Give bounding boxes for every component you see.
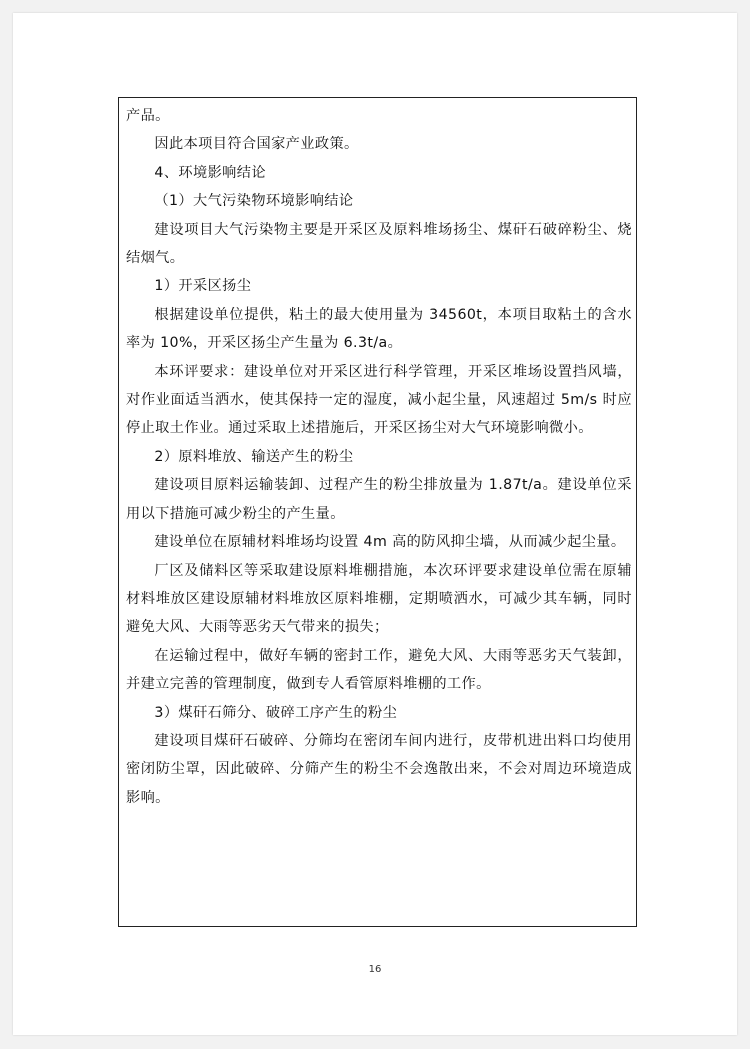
paragraph: 本环评要求：建设单位对开采区进行科学管理，开采区堆场设置挡风墙，对作业面适当洒水，使其保持一定的湿度，减小起尘量，风速超过 5m/s 时应停止取土作业。通过采取上述措施后，开采区扬尘对大气环境影响微小。 <box>126 363 632 437</box>
item-heading: 3）煤矸石筛分、破碎工序产生的粉尘 <box>154 704 398 721</box>
paragraph: 建设项目煤矸石破碎、分筛均在密闭车间内进行，皮带机进出料口均使用密闭防尘罩，因此破碎、分筛产生的粉尘不会逸散出来，不会对周边环境造成影响。 <box>126 732 632 806</box>
paragraph: 厂区及储料区等采取建设原料堆棚措施，本次环评要求建设单位需在原辅材料堆放区建设原辅材料堆放区原料堆棚，定期喷洒水，可减少其车辆，同时避免大风、大雨等恶劣天气带来的损失； <box>126 562 632 636</box>
paragraph: 建设项目大气污染物主要是开采区及原料堆场扬尘、煤矸石破碎粉尘、烧结烟气。 <box>126 221 632 267</box>
section-heading: 4、环境影响结论 <box>154 164 266 181</box>
paragraph: 根据建设单位提供，粘土的最大使用量为 34560t，本项目取粘土的含水率为 10%，开采区扬尘产生量为 6.3t/a。 <box>126 306 632 352</box>
subsection-heading: （1）大气污染物环境影响结论 <box>154 193 354 210</box>
document-page <box>13 13 737 1035</box>
page-number: 16 <box>368 964 382 975</box>
paragraph: 建设单位在原辅材料堆场均设置 4m 高的防风抑尘墙，从而减少起尘量。 <box>154 534 626 551</box>
item-heading: 2）原料堆放、输送产生的粉尘 <box>154 448 354 465</box>
document-body <box>126 102 632 812</box>
paragraph: 建设项目原料运输装卸、过程产生的粉尘排放量为 1.87t/a。建设单位采用以下措施可减少粉尘的产生量。 <box>126 477 632 522</box>
paragraph: 因此本项目符合国家产业政策。 <box>154 136 359 153</box>
paragraph: 产品。 <box>126 108 170 124</box>
content-frame <box>118 97 637 927</box>
item-heading: 1）开采区扬尘 <box>154 278 252 295</box>
paragraph: 在运输过程中，做好车辆的密封工作，避免大风、大雨等恶劣天气装卸，并建立完善的管理制度，做到专人看管原料堆棚的工作。 <box>126 647 632 693</box>
